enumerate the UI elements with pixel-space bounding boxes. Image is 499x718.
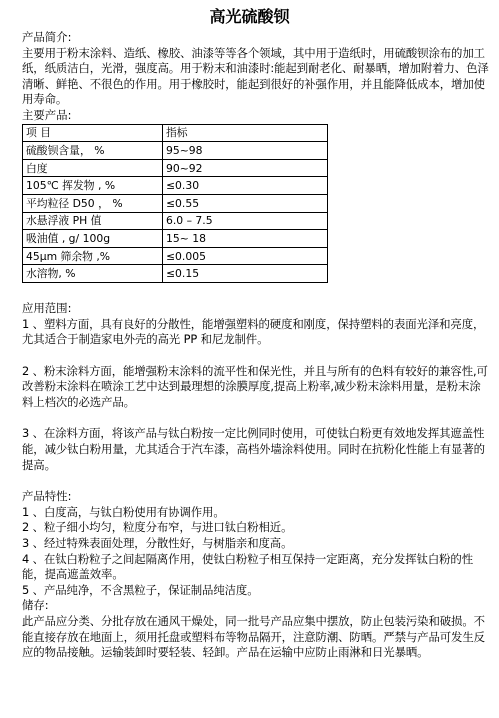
table-row — [23, 142, 328, 160]
table-cell-item: 白度 — [23, 159, 163, 177]
storage-paragraph: 此产品应分类、分批存放在通风干燥处，同一批号产品应集中摆放，防止包装污染和破损。不能直接存放在地面上，须用托盘或塑料布等物品隔开，注意防潮、防晒。严禁与产品可发生反应的物品接触。运输装卸时要轻装、轻卸。产品在运输中应防止雨淋和日光暴晒。 — [22, 614, 485, 660]
feature-item: 1 、白度高，与钛白粉使用有协调作用。 — [22, 504, 225, 519]
table-cell-spec: ≤0.55 — [163, 194, 328, 212]
table-cell-spec: ≤0.15 — [163, 265, 328, 283]
table-cell-spec: ≤0.005 — [163, 247, 328, 265]
application-item: 3 、在涂料方面，将该产品与钛白粉按一定比例同时使用，可使钛白粉更有效地发挥其遮盖性能，减少钛白粉用量，尤其适合于汽车漆，高档外墙涂料使用。同时在抗粉化性能上有显著的提高。 — [22, 426, 485, 472]
applications-heading: 应用范围: — [22, 300, 72, 315]
table-row — [23, 230, 328, 248]
table-cell-item: 45μm 筛余物 ,% — [23, 247, 163, 265]
table-cell-spec: ≤0.30 — [163, 177, 328, 195]
feature-item: 3 、经过特殊表面处理，分散性好，与树脂亲和度高。 — [22, 536, 293, 551]
table-row — [23, 247, 328, 265]
table-cell-spec: 15~ 18 — [163, 230, 328, 248]
table-cell-item: 水溶物, % — [23, 265, 163, 283]
feature-item: 4 、在钛白粉粒子之间起隔离作用，使钛白粉粒子相互保持一定距离，充分发挥钛白粉的性能，提高遮盖效率。 — [22, 551, 474, 582]
spec-table — [22, 124, 328, 283]
table-cell-item: 硫酸钡含量， % — [23, 142, 163, 160]
table-cell-spec: 90~92 — [163, 159, 328, 177]
table-row — [23, 194, 328, 212]
table-cell-item: 水悬浮液 PH 值 — [23, 212, 163, 230]
table-cell-spec: 95~98 — [163, 142, 328, 160]
table-cell-item: 105℃ 挥发物 , % — [23, 177, 163, 195]
table-cell-spec: 6.0 – 7.5 — [163, 212, 328, 230]
intro-heading: 产品简介: — [22, 30, 72, 44]
table-header-spec: 指标 — [163, 124, 328, 142]
document-title: 高光硫酸钡 — [209, 7, 290, 26]
storage-heading: 储存: — [22, 598, 49, 613]
table-row — [23, 212, 328, 230]
table-header-row — [23, 124, 328, 142]
features-heading: 产品特性: — [22, 489, 72, 504]
feature-item: 2 、粒子细小均匀，粒度分布窄，与进口钛白粉相近。 — [22, 520, 293, 535]
table-row — [23, 159, 328, 177]
application-item: 2 、粉末涂料方面，能增强粉末涂料的流平性和保光性，并且与所有的色料有较好的兼容性,可改善粉末涂料在喷涂工艺中达到最理想的涂膜厚度,提高上粉率,减少粉末涂料用量，是粉末涂料上档次的必选产品。 — [22, 363, 488, 409]
intro-paragraph: 主要用于粉末涂料、造纸、橡胶、油漆等等各个领域，其中用于造纸时，用硫酸钡涂布的加工纸，纸质洁白，光滑，强度高。用于粉末和油漆时:能起到耐老化、耐暴晒，增加附着力、色泽清晰、鲜艳、不很色的作用。用于橡胶时，能起到很好的补强作用，并且能降低成本，增加使用寿命。 — [22, 45, 489, 107]
feature-item: 5 、产品纯净，不含黑粒子，保证制品纯洁度。 — [22, 582, 259, 597]
application-item: 1 、塑料方面，具有良好的分散性，能增强塑料的硬度和刚度，保持塑料的表面光泽和亮度，尤其适合于制造家电外壳的高光 PP 和尼龙制件。 — [22, 316, 485, 347]
table-cell-item: 平均粒径 D50 ， % — [23, 194, 163, 212]
products-heading: 主要产品: — [22, 107, 72, 122]
table-row — [23, 265, 328, 283]
table-header-item: 项 目 — [23, 124, 163, 142]
table-cell-item: 吸油值 , g/ 100g — [23, 230, 163, 248]
table-row — [23, 177, 328, 195]
